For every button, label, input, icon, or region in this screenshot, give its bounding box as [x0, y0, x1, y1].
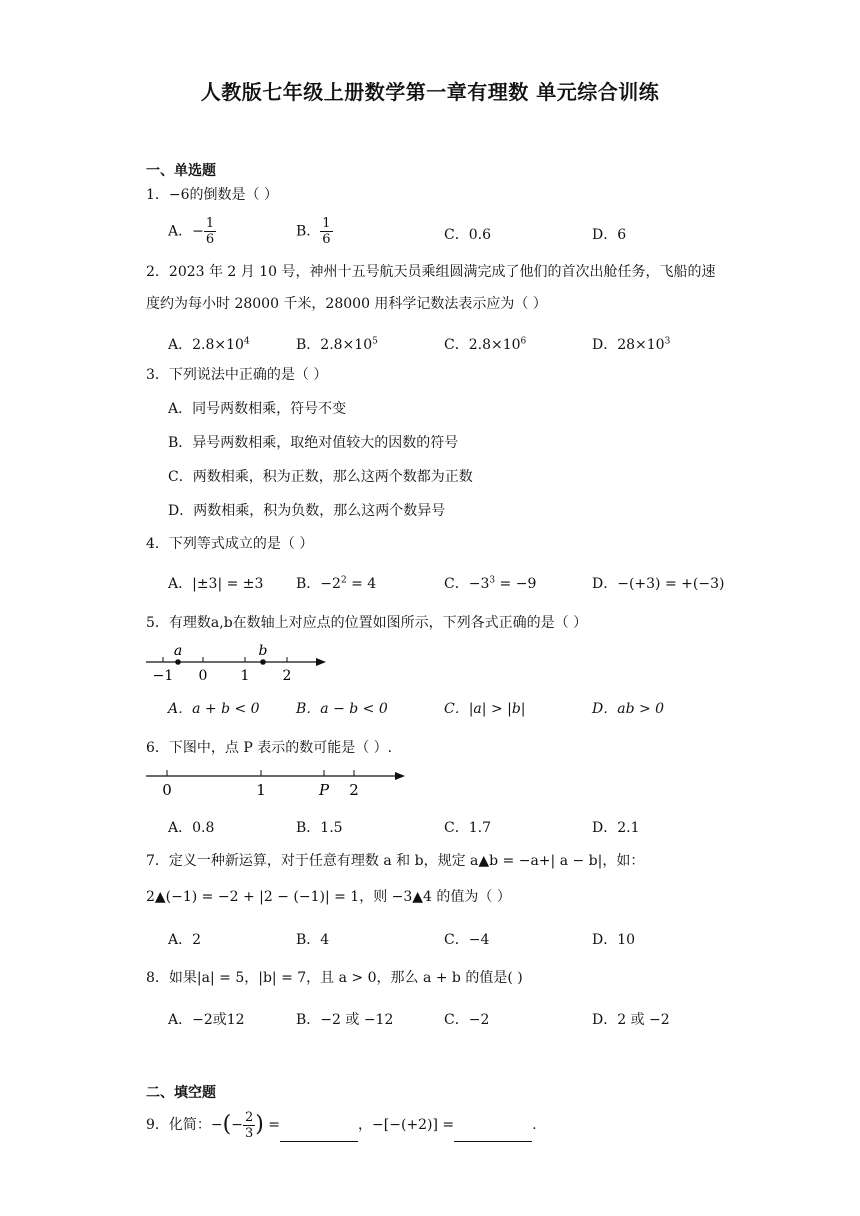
question-4-stem: 4．下列等式成立的是（ ）: [146, 536, 314, 552]
question-5-options: [168, 698, 728, 724]
option-b[interactable]: B．1.5: [296, 820, 343, 836]
option-b[interactable]: B． $\frac{1}{6}$: [296, 216, 331, 247]
option-a[interactable]: A．$2.8\times 10^4$: [168, 336, 250, 353]
option-a[interactable]: A．a + b < 0: [168, 701, 260, 717]
option-d[interactable]: D．ab > 0: [592, 701, 665, 717]
tick-label: 1: [240, 668, 250, 684]
option-c[interactable]: C．0.6: [444, 227, 491, 243]
page-title: 人教版七年级上册数学第一章有理数 单元综合训练: [200, 80, 660, 104]
option-c[interactable]: C．两数相乘，积为正数，那么这两个数都为正数: [168, 469, 473, 485]
question-4-options: [168, 573, 728, 599]
question-6-stem: 6．下图中，点 P 表示的数可能是（ ）.: [146, 740, 393, 756]
tick-label: −1: [152, 668, 174, 684]
option-a[interactable]: A．2: [168, 932, 202, 948]
question-1-options: [168, 216, 728, 247]
option-d[interactable]: D．2 或 −2: [592, 1012, 670, 1028]
number-line-q5: [140, 638, 340, 684]
tick-label: 0: [198, 668, 208, 684]
option-d[interactable]: D．两数相乘，积为负数，那么这两个数异号: [168, 503, 446, 519]
answer-blank-1[interactable]: [280, 1127, 358, 1142]
option-a[interactable]: A．0.8: [168, 820, 215, 836]
option-b[interactable]: B．4: [296, 932, 330, 948]
option-a[interactable]: A．−2或12: [168, 1012, 245, 1028]
option-b[interactable]: B．$-2^2 = 4$: [296, 575, 377, 592]
question-7-options: [168, 929, 728, 955]
point-b: [260, 659, 266, 665]
tick-label: 1: [256, 781, 266, 799]
question-5-stem: 5．有理数a,b在数轴上对应点的位置如图所示，下列各式正确的是（ ）: [146, 615, 588, 631]
answer-blank-2[interactable]: [454, 1127, 532, 1142]
question-2-options: [168, 334, 728, 360]
question-3-stem: 3．下列说法中正确的是（ ）: [146, 367, 328, 383]
question-8-options: [168, 1009, 728, 1035]
option-d[interactable]: D．−(+3) = +(−3): [592, 576, 725, 592]
option-d[interactable]: D．10: [592, 932, 636, 948]
point-a: [175, 659, 181, 665]
option-c[interactable]: C．1.7: [444, 820, 491, 836]
option-c[interactable]: C．−2: [444, 1012, 490, 1028]
option-b[interactable]: B．−2 或 −12: [296, 1012, 394, 1028]
tick-label: 2: [282, 668, 292, 684]
option-a[interactable]: A．|±3| = ±3: [168, 576, 264, 592]
option-a[interactable]: A．同号两数相乘，符号不变: [168, 401, 347, 417]
point-a-label: a: [173, 643, 183, 659]
tick-label: 2: [349, 781, 359, 799]
option-d[interactable]: D．$28\times 10^3$: [592, 336, 671, 353]
arrow-head: [316, 658, 326, 666]
section-heading-single-choice: 一、单选题: [146, 163, 216, 179]
option-c[interactable]: C．−4: [444, 932, 490, 948]
option-d[interactable]: D．6: [592, 227, 627, 243]
option-c[interactable]: C．$-3^3 = -9$: [444, 575, 537, 592]
option-b[interactable]: B．异号两数相乘，取绝对值较大的因数的符号: [168, 435, 459, 451]
question-9: 9．化简：−(− $\frac{2}{3}$ ) = ，−[−(+2)] = .: [146, 1109, 537, 1141]
option-b[interactable]: B．a − b < 0: [296, 701, 388, 717]
option-d[interactable]: D．2.1: [592, 820, 640, 836]
question-7-line-1: 7．定义一种新运算，对于任意有理数 a 和 b，规定 a▲b = −a+| a − b|，如：: [146, 853, 645, 869]
question-1-stem: 1．−6的倒数是（ ）: [146, 187, 278, 203]
option-a[interactable]: A．− $\frac{1}{6}$: [168, 216, 215, 247]
point-p-label: P: [318, 781, 330, 799]
point-b-label: b: [258, 643, 268, 659]
question-2-stem: 2．2023 年 2 月 10 号，神州十五号航天员乘组圆满完成了他们的首次出舱任务，飞船的速度约为每小时 28000 千米，28000 用科学记数法表示应为（ ）: [146, 264, 716, 312]
question-6-options: [168, 817, 728, 843]
question-7-line-2: 2▲(−1) = −2 + |2 − (−1)| = 1，则 −3▲4 的值为（ ）: [146, 889, 511, 905]
option-c[interactable]: C．$2.8\times 10^6$: [444, 336, 527, 353]
section-heading-fill-blank: 二、填空题: [146, 1085, 216, 1101]
question-8-stem: 8．如果|a| = 5，|b| = 7，且 a > 0，那么 a + b 的值是( ): [146, 970, 523, 986]
option-c[interactable]: C．|a| > |b|: [444, 701, 526, 717]
arrow-head: [395, 772, 405, 780]
number-line-q6: [140, 764, 420, 802]
tick-label: 0: [162, 781, 172, 799]
option-b[interactable]: B．$2.8\times 10^5$: [296, 336, 378, 353]
